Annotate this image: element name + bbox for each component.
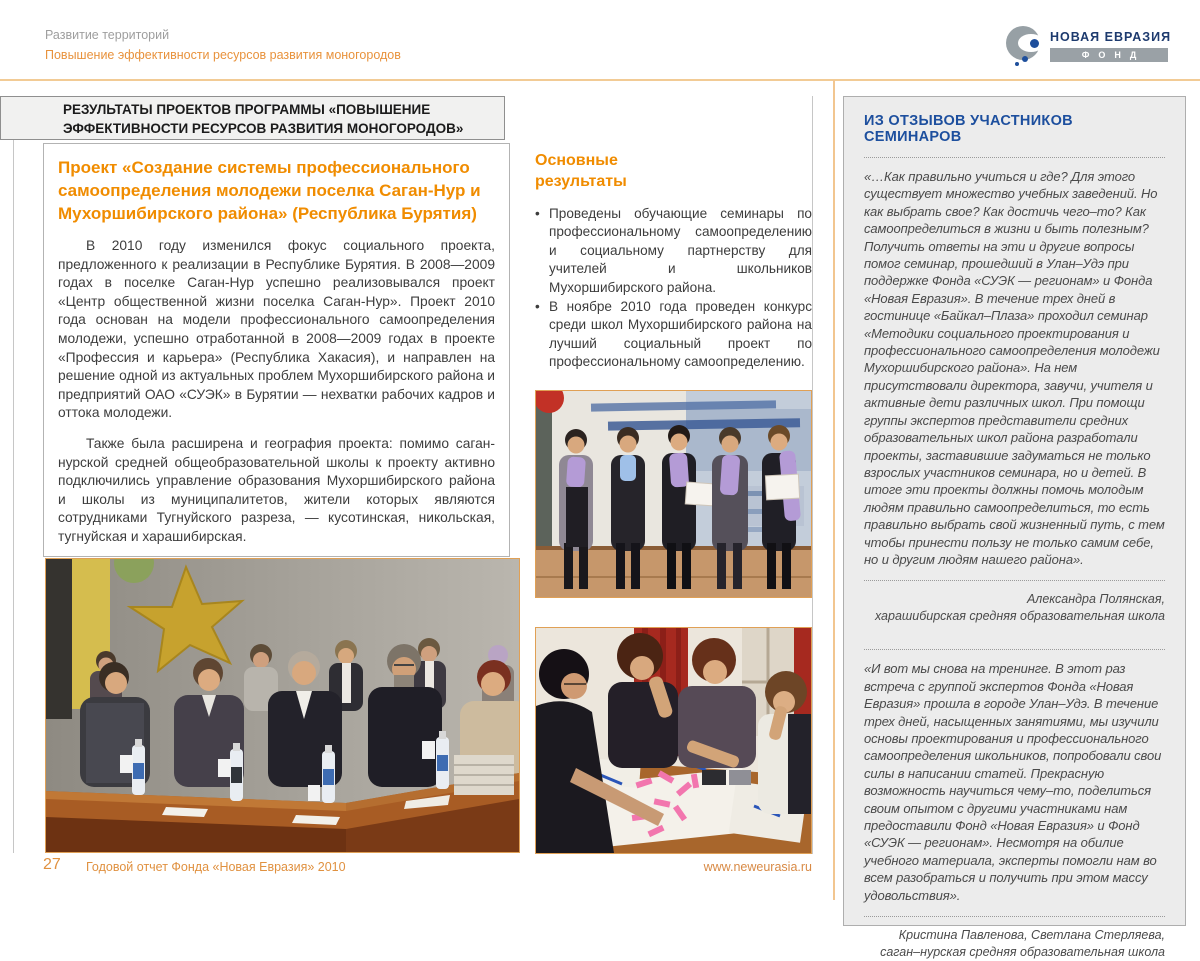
breadcrumb-program: Повышение эффективности ресурсов развития моногородов xyxy=(45,48,401,62)
dotted-divider xyxy=(864,649,1165,650)
foundation-logo xyxy=(1000,24,1175,68)
award-ceremony-illustration xyxy=(536,391,811,597)
page-number: 27 xyxy=(43,856,61,873)
conference-audience-illustration xyxy=(46,559,519,852)
testimonials-panel xyxy=(843,96,1186,960)
testimonial-author: Кристина Павленова, Светлана Стерляева, xyxy=(898,928,1165,943)
logo-subtitle: ФОНД xyxy=(1050,48,1168,62)
workshop-table-illustration xyxy=(536,628,811,853)
workshop-table-photo xyxy=(535,627,812,854)
project-title: Проект «Создание системы профессионального самоопределения молодежи поселка Саган-Нур и Мухоршибирского района» (Республика Бурятия) xyxy=(58,158,481,223)
program-results-header: РЕЗУЛЬТАТЫ ПРОЕКТОВ ПРОГРАММЫ «ПОВЫШЕНИЕ ЭФФЕКТИВНОСТИ РЕСУРСОВ РАЗВИТИЯ МОНОГОРОДОВ» xyxy=(0,96,505,140)
doorway xyxy=(46,559,72,719)
foundation-logo-icon xyxy=(1006,26,1044,64)
breadcrumb-section: Развитие территорий xyxy=(45,28,170,42)
dotted-divider xyxy=(864,580,1165,581)
website-link[interactable]: www.neweurasia.ru xyxy=(703,860,812,874)
testimonial-author: Александра Полянская, xyxy=(1026,592,1165,607)
main-results-list xyxy=(535,205,812,372)
cabinet xyxy=(536,391,552,546)
dotted-divider xyxy=(864,916,1165,917)
left-frame-line xyxy=(13,140,14,853)
conference-audience-photo xyxy=(45,558,520,853)
testimonial-affiliation: харашибирская средняя образовательная школа xyxy=(874,609,1165,624)
award-ceremony-photo xyxy=(535,390,812,598)
testimonial-quote: «И вот мы снова на тренинге. В этот раз встреча с группой экспертов Фонда «Новая Евразия» прошла в городе Улан–Удэ. В течение трех дней, насыщенных занятиями, мы изучили основы проектирования и профессионального самоопределения школьников, попробовали свои силы в написании статей. Прекрасную возможность научиться чему–то, поделиться своим опытом с другими участниками нам предоставили Фонд «Новая Евразия» и Фонд «СУЭК — регионам». Несмотря на обилие учебного материала, эксперты помогли нам во всем разобраться и получить при этом массу удовольствия». xyxy=(864,661,1162,903)
project-paragraph: Также была расширена и география проекта: помимо саган-нурской средней общеобразовательной школы к проекту активно подключились управление образования Мухоршибирского района и школы из муниципалитетов, жители которых являются сотрудниками Тугнуйского разреза, — кусотинская, никольская, тугнуйская и харашибирская. xyxy=(58,435,495,544)
result-item: • В ноябре 2010 года проведен конкурс среди школ Мухоршибирского района на лучший социальный проект по профессиональному самоопределению. xyxy=(535,298,812,372)
logo-title: НОВАЯ ЕВРАЗИЯ xyxy=(1050,30,1172,44)
certificate xyxy=(765,474,799,500)
column-frame-line xyxy=(812,96,813,854)
result-item: • Проведены обучающие семинары по профессиональному самоопределению и социальному партнерству для учителей и школьников Мухоршибирского района. xyxy=(535,205,812,297)
testimonials-heading: ИЗ ОТЗЫВОВ УЧАСТНИКОВ СЕМИНАРОВ xyxy=(864,113,1073,145)
project-paragraph: В 2010 году изменился фокус социального проекта, предложенного к реализации в Республике Бурятия. В 2008—2009 годах в поселке Саган-Нур успешно реализовывался проект «Центр общественной жизни поселка Саган-Нур». Проект 2010 года основан на модели профессионального самоопределения молодежи, успешно отработанной в 2008—2009 годах в проекте «Профессия и карьера» (Республика Хакасия), и направлен на решение одной из актуальных проблем Мухоршибирского района и предприятий ОАО «СУЭК» в Бурятии — нехватки рабочих кадров и оттока молодежи. xyxy=(58,238,495,421)
testimonial-quote: «…Как правильно учиться и где? Для этого существует множество учебных заведений. Но как выбрать свое? Как достичь чего–то? Как самоопределиться в жизни и быть полезным? Получить ответы на эти и другие вопросы помог семинар, прошедший в Улан–Удэ при поддержке Фонда «СУЭК — регионам» и Фонда «Новая Евразия». В течение трех дней в гостинице «Байкал–Плаза» проходил семинар «Методики социального проектирования и профессионального самоопределения молодежи Мухоршибирского района». На нем присутствовали директора, завучи, учителя и активные дети различных школ. При помощи группы экспертов представители средних образовательных школ района разработали проекты, заставившие задуматься не только взрослых участников семинара, но и детей. В итоге эти проекты должны помочь молодым людям правильно самоопределиться, то есть правильно выбрать свой жизненный путь, с тем чтобы принести пользу не только самим себе, но и другим людям нашего района». xyxy=(864,169,1165,567)
main-results-column xyxy=(535,150,812,372)
person-figure xyxy=(758,671,811,814)
testimonial-affiliation: саган–нурская средняя образовательная школа xyxy=(880,945,1165,960)
column-divider-orange xyxy=(833,80,835,900)
project-description-box xyxy=(43,143,510,557)
report-title: Годовой отчет Фонда «Новая Евразия» 2010 xyxy=(86,860,346,874)
main-results-heading: Основные результаты xyxy=(535,152,627,190)
dotted-divider xyxy=(864,157,1165,158)
header-divider xyxy=(0,79,1200,81)
